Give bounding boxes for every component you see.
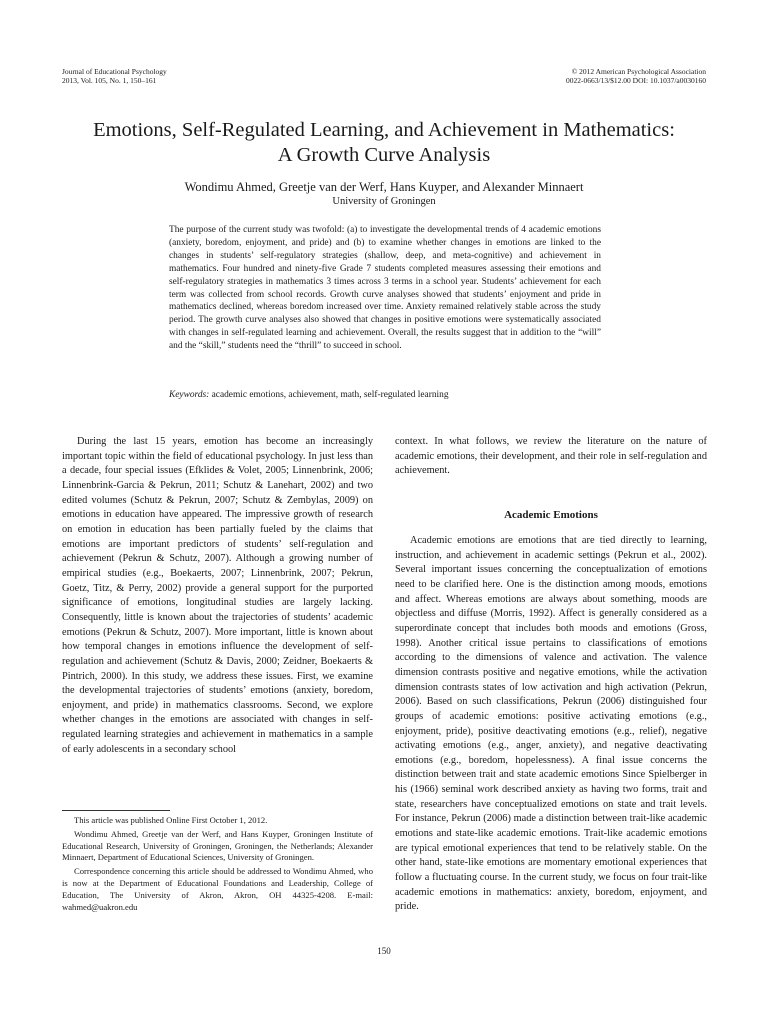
footnotes: [62, 815, 373, 915]
keywords-text: academic emotions, achievement, math, self-regulated learning: [211, 390, 449, 400]
journal-volume: 2013, Vol. 105, No. 1, 150–161: [62, 76, 157, 85]
footnote-rule: [62, 810, 170, 811]
abstract: The purpose of the current study was twofold: (a) to investigate the developmental trends of 4 academic emotions (anxiety, boredom, enjoyment, and pride) and (b) to examine whether changes in emotions are linked to the changes in students’ self-regulatory strategies (shallow, deep, and meta-cognitive) and achievement in mathematics. Four hundred and ninety-five Grade 7 students completed measures assessing their emotions and self-regulatory strategies in mathematics 3 times across 3 terms in a school year. Students’ achievement for each term was collected from school records. Growth curve analyses showed that students’ enjoyment and pride in mathematics declined, whereas boredom increased over time. Anxiety remained relatively stable across the study period. The growth curve analyses also showed that changes in positive emotions were systematically associated with changes in self-regulated learning and achievement. Overall, the results suggest that in addition to the “will” and the “skill,” students need the “thrill” to succeed in school.: [169, 225, 601, 352]
doi: 0022-0663/13/$12.00 DOI: 10.1037/a0030160: [566, 76, 706, 85]
journal-header: [62, 67, 167, 85]
copyright-header: [566, 67, 706, 85]
affiliation: University of Groningen: [332, 196, 436, 207]
page-number: 150: [377, 946, 391, 956]
right-column: [395, 435, 707, 915]
footnote-correspondence: Correspondence concerning this article should be addressed to Wondimu Ahmed, who is now at the Department of Educational Foundations and Leadership, College of Education, The University of Akron, Akron, OH 44325-4208. E-mail: wahmed@uakron.edu: [62, 866, 373, 912]
title-line-1: Emotions, Self-Regulated Learning, and Achievement in Mathematics:: [93, 119, 675, 141]
journal-name: Journal of Educational Psychology: [62, 67, 167, 76]
authors: Wondimu Ahmed, Greetje van der Werf, Hans Kuyper, and Alexander Minnaert: [184, 180, 584, 194]
keywords: [169, 389, 601, 402]
intro-paragraph: During the last 15 years, emotion has become an increasingly important topic within the field of educational psychology. In just less than a decade, four special issues (Efklides & Volet, 2005; Linnenbrink, 2006; Linnenbrink-Garcia & Pekrun, 2011; Schutz & Lanehart, 2002) and two edited volumes (Schutz & Pekrun, 2007; Schutz & Zembylas, 2009) on emotions in education have appeared. The impressive growth of research on emotion in education has been partially fueled by the claims that emotions are important predictors of students’ self-regulation and achievement (Pekrun & Schutz, 2007). Although a growing number of empirical studies (e.g., Boekaerts, 2007; Linnenbrink, 2007; Pekrun, Goetz, Titz, & Perry, 2002) provide a general support for the purported significance of emotions, longitudinal studies are largely lacking. Consequently, little is known about the trajectories of students’ academic emotions (Pekrun & Schutz, 2007). More important, little is known about how temporal changes in emotions influence the development of self-regulation and achievement (Schutz & Davis, 2000; Zeidner, Boekaerts & Pintrich, 2000). In this study, we address these issues. First, we examine the developmental trajectories of students’ emotions (anxiety, boredom, enjoyment, and pride) in mathematics classrooms. Second, we explore whether changes in the emotions are associated with changes in self-regulated learning strategies and achievement in mathematics in a sample of early adolescents in a secondary school: [62, 436, 373, 755]
academic-emotions-paragraph: Academic emotions are emotions that are tied directly to learning, instruction, and achievement in academic settings (Pekrun et al., 2002). Several important issues concerning the conceptualization of emotions need to be clarified here. One is the distinction among moods, emotions and affect. Whereas emotions are always about something, moods are objectless and diffuse (Morris, 1992). Affect is generally considered as a superordinate concept that includes both moods and emotions (Gross, 1998). Another critical issue pertains to classifications of emotions according to the dimensions of valence and activation. The valence dimension contrasts positive and negative emotions, while the activation dimension contrasts states of low activation and high activation (Pekrun, 2006). Based on such classifications, Pekrun (2006) distinguished four groups of academic emotions: positive activating emotions (e.g., enjoyment, pride), positive deactivating emotions (e.g., relief), negative activating emotions (e.g., anger, anxiety), and negative deactivating emotions (e.g., boredom, hopelessness). A final issue concerns the distinction between trait and state academic emotions Since Spielberger in his (1966) seminal work described anxiety as having two forms, trait and state, researchers have conceptualized emotions on state and trait levels. For instance, Pekrun (2006) made a distinction between trait-like academic emotions and state-like academic emotions. Trait-like academic emotions are typical emotional experiences that tend to be relatively stable. On the other hand, state-like emotions are momentary emotional experiences that follow a fluctuating course. In the current study, we focus on four trait-like academic emotions in mathematics: anxiety, boredom, enjoyment, and pride.: [395, 534, 707, 913]
footnote-affiliations: Wondimu Ahmed, Greetje van der Werf, and Hans Kuyper, Groningen Institute of Educational Research, University of Groningen, Groningen, the Netherlands; Alexander Minnaert, Department of Educational Sciences, University of Groningen.: [62, 828, 373, 863]
paper-title: [60, 118, 708, 168]
section-heading: Academic Emotions: [504, 508, 598, 521]
copyright: © 2012 American Psychological Association: [571, 67, 706, 76]
title-line-2: A Growth Curve Analysis: [277, 144, 491, 166]
intro-continuation: context. In what follows, we review the literature on the nature of academic emotions, their development, and their role in self-regulation and achievement.: [395, 436, 707, 477]
left-column: [62, 435, 373, 757]
keywords-label: Keywords:: [169, 390, 210, 400]
footnote-published: This article was published Online First October 1, 2012.: [74, 815, 268, 825]
